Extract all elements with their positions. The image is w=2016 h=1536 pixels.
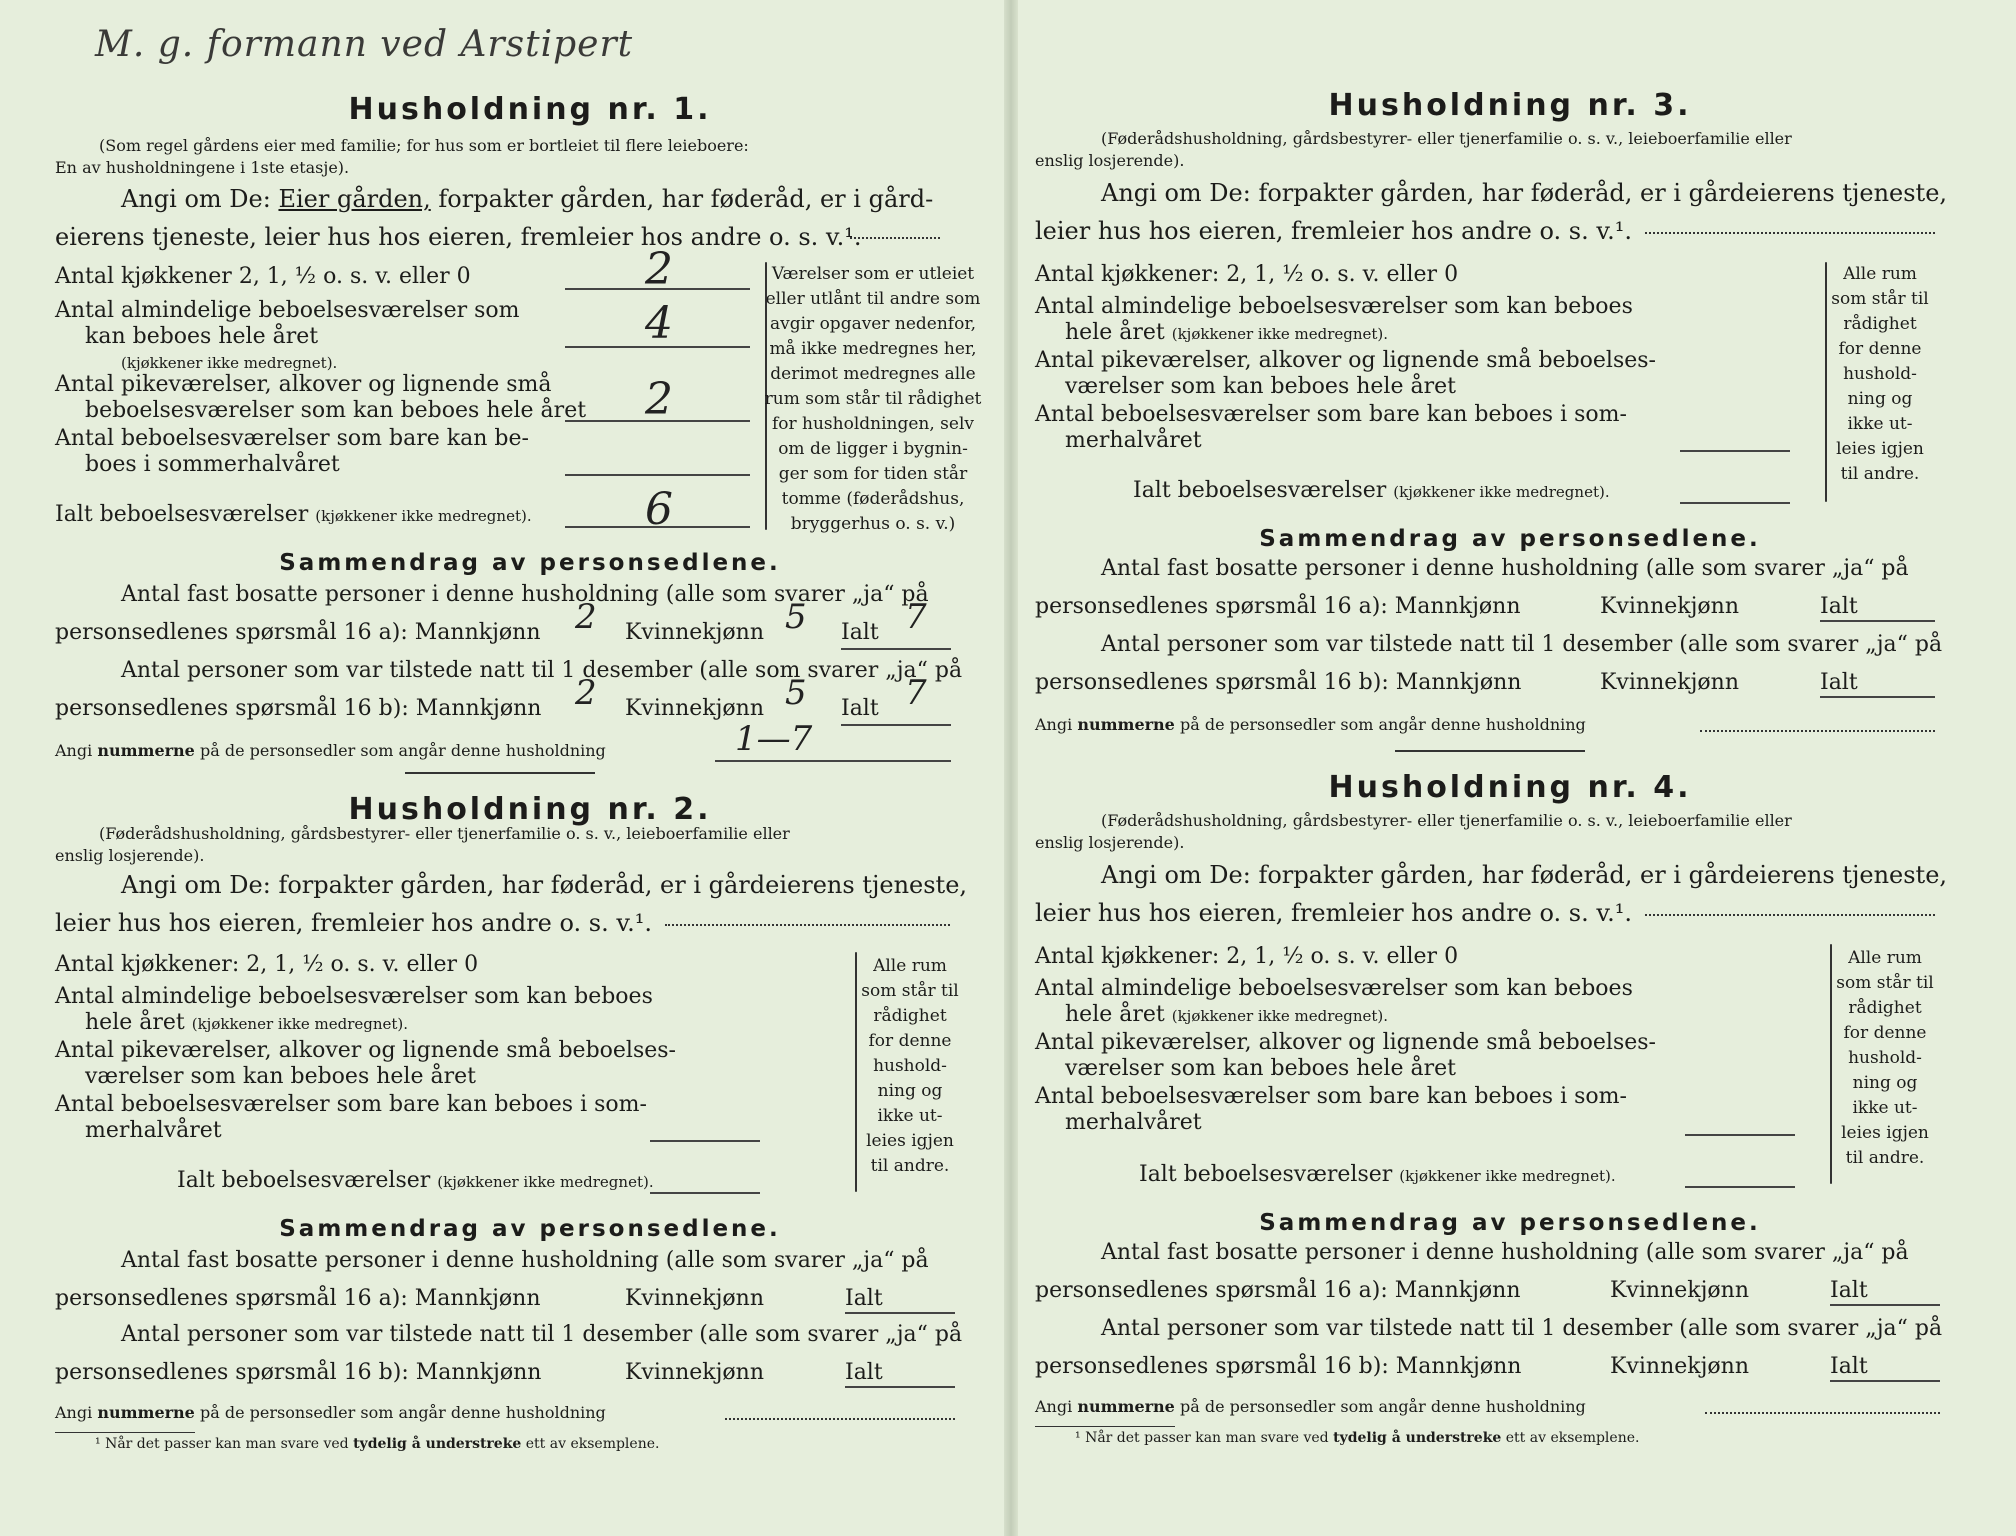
side-note-line: eller utlånt til andre som: [765, 289, 981, 309]
h1-nummerne-line: Angi nummerne på de personsedler som angår denne husholdning: [55, 741, 606, 760]
h3-angi-a: Angi om De: forpakter gården, har føderåd, er i gårdeierens tjeneste,: [1101, 179, 1948, 207]
h2-fast-ialt-label: Ialt: [845, 1286, 883, 1311]
side-note-line: ikke ut-: [1852, 1098, 1918, 1118]
h3-alm-b: hele året (kjøkkener ikke medregnet).: [1065, 320, 1389, 345]
h4-fast-ialt-label: Ialt: [1830, 1278, 1868, 1303]
h3-tilstede-line: personsedlenes spørsmål 16 b): Mannkjønn: [1035, 670, 1522, 695]
h4-subtitle-b: enslig losjerende).: [1035, 833, 1185, 852]
h3-fast-a: Antal fast bosatte personer i denne husholdning (alle som svarer „ja“ på: [1101, 556, 1909, 581]
h2-subtitle-b: enslig losjerende).: [55, 846, 205, 865]
side-note-line: rådighet: [1848, 998, 1922, 1018]
h3-angi-b: leier hus hos eieren, fremleier hos andre o. s. v.¹.: [1035, 217, 1632, 245]
h1-angi-line2: eierens tjeneste, leier hus hos eieren, fremleier hos andre o. s. v.¹.: [55, 223, 862, 251]
h1-fast-line: personsedlenes spørsmål 16 a): Mannkjønn: [55, 620, 541, 645]
h1-tilstede-ialt: 7: [905, 673, 927, 713]
side-note-line: hushold-: [1848, 1048, 1922, 1068]
h3-sammendrag: Sammendrag av personsedlene.: [1259, 526, 1761, 552]
h3-ialt-line: Ialt beboelsesværelser (kjøkkener ikke medregnet).: [1133, 478, 1610, 503]
h4-angi-a: Angi om De: forpakter gården, har føderåd, er i gårdeierens tjeneste,: [1101, 861, 1948, 889]
h3-tilstede-a: Antal personer som var tilstede natt til 1 desember (alle som svarer „ja“ på: [1101, 632, 1943, 657]
h1-pike-b: beboelsesværelser som kan beboes hele året: [85, 398, 587, 423]
h1-title: Husholdning nr. 1.: [348, 92, 712, 127]
side-note-line: rådighet: [873, 1006, 947, 1026]
h3-som-b: merhalvåret: [1065, 428, 1202, 453]
side-note-line: som står til: [861, 981, 959, 1001]
side-note-line: leies igjen: [1836, 439, 1924, 459]
side-note-line: avgir opgaver nedenfor,: [769, 314, 976, 334]
h1-subtitle-b: En av husholdningene i 1ste etasje).: [55, 158, 350, 177]
h1-angi-line: [121, 186, 933, 212]
h4-som-a: Antal beboelsesværelser som bare kan beboes i som-: [1035, 1084, 1627, 1109]
side-note-line: ikke ut-: [1847, 414, 1913, 434]
h4-fast-line: personsedlenes spørsmål 16 a): Mannkjønn: [1035, 1278, 1521, 1303]
h1-ialt-value: 6: [645, 484, 673, 535]
side-note-line: Alle rum: [1843, 264, 1917, 284]
h2-fast-kvinne-label: Kvinnekjønn: [625, 1286, 764, 1311]
h1-alm-b: kan beboes hele året: [85, 324, 319, 349]
h4-kjokkener: Antal kjøkkener: 2, 1, ½ o. s. v. eller 0: [1035, 944, 1459, 969]
side-note-line: som står til: [1836, 973, 1934, 993]
h3-pike-a: Antal pikeværelser, alkover og lignende små beboelses-: [1035, 348, 1656, 373]
side-note-line: om de ligger i bygnin-: [778, 439, 968, 459]
h2-pike-a: Antal pikeværelser, alkover og lignende små beboelses-: [55, 1038, 676, 1063]
h4-alm-a: Antal almindelige beboelsesværelser som kan beboes: [1035, 976, 1633, 1001]
h1-angi-eier: Eier gården,: [278, 185, 431, 213]
side-note-line: ikke ut-: [877, 1106, 943, 1126]
h4-fast-kvinne-label: Kvinnekjønn: [1610, 1278, 1749, 1303]
h2-title: Husholdning nr. 2.: [348, 792, 712, 827]
side-note-line: for denne: [868, 1031, 952, 1051]
left-page: [55, 0, 1005, 1536]
side-note-line: hushold-: [873, 1056, 947, 1076]
h3-subtitle-a: (Føderådshusholdning, gårdsbestyrer- eller tjenerfamilie o. s. v., leieboerfamilie eller: [1101, 129, 1792, 148]
h3-fast-kvinne-label: Kvinnekjønn: [1600, 594, 1739, 619]
h2-angi-b: leier hus hos eieren, fremleier hos andre o. s. v.¹.: [55, 909, 652, 937]
h1-nummerne-value: 1—7: [735, 719, 813, 759]
h1-som-a: Antal beboelsesværelser som bare kan be-: [55, 426, 529, 451]
h1-som-b: boes i sommerhalvåret: [85, 452, 340, 477]
h1-kjokkener-label: Antal kjøkkener 2, 1, ½ o. s. v. eller 0: [55, 264, 471, 289]
h1-pike-value: 2: [645, 374, 673, 425]
h1-angi-rest: forpakter gården, har føderåd, er i gård-: [438, 185, 934, 213]
side-note-line: rådighet: [1843, 314, 1917, 334]
side-note-line: Alle rum: [1848, 948, 1922, 968]
h3-tilstede-kvinne-label: Kvinnekjønn: [1600, 670, 1739, 695]
h2-som-b: merhalvåret: [85, 1118, 222, 1143]
side-note-line: Værelser som er utleiet: [771, 264, 975, 284]
h3-side-note: [1815, 262, 1945, 487]
h1-fast-a: Antal fast bosatte personer i denne husholdning (alle som svarer „ja“ på: [121, 582, 929, 607]
h1-tilstede-mann: 2: [575, 673, 597, 713]
h1-tilstede-line: personsedlenes spørsmål 16 b): Mannkjønn: [55, 696, 542, 721]
h4-side-note: [1820, 946, 1950, 1171]
h2-kjokkener: Antal kjøkkener: 2, 1, ½ o. s. v. eller 0: [55, 952, 479, 977]
side-note-line: ning og: [877, 1081, 943, 1101]
h1-tilstede-kvinne-label: Kvinnekjønn: [625, 696, 764, 721]
h1-tilstede-ialt-label: Ialt: [841, 696, 879, 721]
h3-title: Husholdning nr. 3.: [1328, 88, 1692, 123]
side-note-line: for denne: [1843, 1023, 1927, 1043]
h3-subtitle-b: enslig losjerende).: [1035, 151, 1185, 170]
h4-tilstede-a: Antal personer som var tilstede natt til 1 desember (alle som svarer „ja“ på: [1101, 1316, 1943, 1341]
side-note-line: ger som for tiden står: [778, 464, 968, 484]
h1-tilstede-kvinne: 5: [785, 673, 807, 713]
h1-alminnelige-value: 4: [645, 298, 673, 349]
h1-ialt-label: Ialt beboelsesværelser: [55, 502, 309, 527]
h4-sammendrag: Sammendrag av personsedlene.: [1259, 1210, 1761, 1236]
h3-pike-b: værelser som kan beboes hele året: [1065, 374, 1456, 399]
h1-fast-kvinne: 5: [785, 597, 807, 637]
side-note-line: til andre.: [870, 1156, 950, 1176]
h4-alm-b: hele året (kjøkkener ikke medregnet).: [1065, 1002, 1389, 1027]
h2-fast-a: Antal fast bosatte personer i denne husholdning (alle som svarer „ja“ på: [121, 1248, 929, 1273]
h3-alm-a: Antal almindelige beboelsesværelser som kan beboes: [1035, 294, 1633, 319]
h2-tilstede-line: personsedlenes spørsmål 16 b): Mannkjønn: [55, 1360, 542, 1385]
side-note-line: som står til: [1831, 289, 1929, 309]
h2-subtitle-a: (Føderådshusholdning, gårdsbestyrer- eller tjenerfamilie o. s. v., leieboerfamilie eller: [99, 824, 790, 843]
h3-fast-ialt-label: Ialt: [1820, 594, 1858, 619]
h1-subtitle-a: (Som regel gårdens eier med familie; for hus som er bortleiet til flere leieboere:: [99, 136, 749, 155]
h2-pike-b: værelser som kan beboes hele året: [85, 1064, 476, 1089]
h2-ialt-line: Ialt beboelsesværelser (kjøkkener ikke medregnet).: [177, 1168, 654, 1193]
h2-alm-a: Antal almindelige beboelsesværelser som kan beboes: [55, 984, 653, 1009]
h2-fast-line: personsedlenes spørsmål 16 a): Mannkjønn: [55, 1286, 541, 1311]
h4-som-b: merhalvåret: [1065, 1110, 1202, 1135]
side-note-line: ning og: [1852, 1073, 1918, 1093]
h1-alm-c: (kjøkkener ikke medregnet).: [121, 354, 338, 372]
right-footnote: ¹ Når det passer kan man svare ved tydelig å understreke ett av eksemplene.: [1075, 1430, 1640, 1446]
h3-nummerne-line: Angi nummerne på de personsedler som angår denne husholdning: [1035, 715, 1586, 734]
h1-fast-ialt: 7: [905, 597, 927, 637]
h2-nummerne-line: Angi nummerne på de personsedler som angår denne husholdning: [55, 1403, 606, 1422]
side-note-line: hushold-: [1843, 364, 1917, 384]
h4-nummerne-line: Angi nummerne på de personsedler som angår denne husholdning: [1035, 1397, 1586, 1416]
handwritten-header: M. g. formann ved Arstipert: [95, 24, 634, 65]
h4-title: Husholdning nr. 4.: [1328, 770, 1692, 805]
side-note-line: for denne: [1838, 339, 1922, 359]
h1-ialt-note: (kjøkkener ikke medregnet).: [315, 507, 532, 525]
side-note-line: leies igjen: [1841, 1123, 1929, 1143]
h1-fast-ialt-label: Ialt: [841, 620, 879, 645]
side-note-line: leies igjen: [866, 1131, 954, 1151]
h4-angi-b: leier hus hos eieren, fremleier hos andre o. s. v.¹.: [1035, 899, 1632, 927]
side-note-line: må ikke medregnes her,: [769, 339, 977, 359]
h4-subtitle-a: (Føderådshusholdning, gårdsbestyrer- eller tjenerfamilie o. s. v., leieboerfamilie eller: [1101, 811, 1792, 830]
h1-side-note: [723, 262, 1023, 537]
side-note-line: bryggerhus o. s. v.): [790, 514, 956, 534]
h1-fast-kvinne-label: Kvinnekjønn: [625, 620, 764, 645]
h1-alm-a: Antal almindelige beboelsesværelser som: [55, 298, 520, 323]
side-note-line: for husholdningen, selv: [771, 414, 975, 434]
h1-ialt-line: [55, 502, 532, 529]
h2-sammendrag: Sammendrag av personsedlene.: [279, 1216, 781, 1242]
side-note-line: tomme (føderådshus,: [781, 489, 965, 509]
h4-tilstede-line: personsedlenes spørsmål 16 b): Mannkjønn: [1035, 1354, 1522, 1379]
h2-alm-b: hele året (kjøkkener ikke medregnet).: [85, 1010, 409, 1035]
h3-som-a: Antal beboelsesværelser som bare kan beboes i som-: [1035, 402, 1627, 427]
h4-fast-a: Antal fast bosatte personer i denne husholdning (alle som svarer „ja“ på: [1101, 1240, 1909, 1265]
side-note-line: rum som står til rådighet: [764, 389, 982, 409]
h1-pike-a: Antal pikeværelser, alkover og lignende små: [55, 372, 552, 397]
h3-fast-line: personsedlenes spørsmål 16 a): Mannkjønn: [1035, 594, 1521, 619]
h3-tilstede-ialt-label: Ialt: [1820, 670, 1858, 695]
side-note-line: ning og: [1847, 389, 1913, 409]
right-page: [1035, 0, 1985, 1536]
h4-ialt-line: Ialt beboelsesværelser (kjøkkener ikke medregnet).: [1139, 1162, 1616, 1187]
h4-pike-b: værelser som kan beboes hele året: [1065, 1056, 1456, 1081]
h4-pike-a: Antal pikeværelser, alkover og lignende små beboelses-: [1035, 1030, 1656, 1055]
side-note-line: til andre.: [1845, 1148, 1925, 1168]
h1-angi-label: Angi om De:: [121, 185, 271, 213]
side-note-line: til andre.: [1840, 464, 1920, 484]
h4-tilstede-ialt-label: Ialt: [1830, 1354, 1868, 1379]
h2-side-note: [845, 954, 975, 1179]
h2-angi-a: Angi om De: forpakter gården, har føderåd, er i gårdeierens tjeneste,: [121, 871, 968, 899]
page-fold: [1004, 0, 1018, 1536]
h1-fast-mann: 2: [575, 597, 597, 637]
h2-tilstede-kvinne-label: Kvinnekjønn: [625, 1360, 764, 1385]
h2-tilstede-ialt-label: Ialt: [845, 1360, 883, 1385]
h1-kjokkener-value: 2: [645, 244, 673, 295]
side-note-line: Alle rum: [873, 956, 947, 976]
h3-kjokkener: Antal kjøkkener: 2, 1, ½ o. s. v. eller 0: [1035, 262, 1459, 287]
h4-tilstede-kvinne-label: Kvinnekjønn: [1610, 1354, 1749, 1379]
h2-tilstede-a: Antal personer som var tilstede natt til 1 desember (alle som svarer „ja“ på: [121, 1322, 963, 1347]
side-note-line: derimot medregnes alle: [770, 364, 976, 384]
h1-tilstede-a: Antal personer som var tilstede natt til 1 desember (alle som svarer „ja“ på: [121, 658, 963, 683]
h1-sammendrag: Sammendrag av personsedlene.: [279, 550, 781, 576]
left-footnote: ¹ Når det passer kan man svare ved tydelig å understreke ett av eksemplene.: [95, 1436, 660, 1452]
h2-som-a: Antal beboelsesværelser som bare kan beboes i som-: [55, 1092, 647, 1117]
